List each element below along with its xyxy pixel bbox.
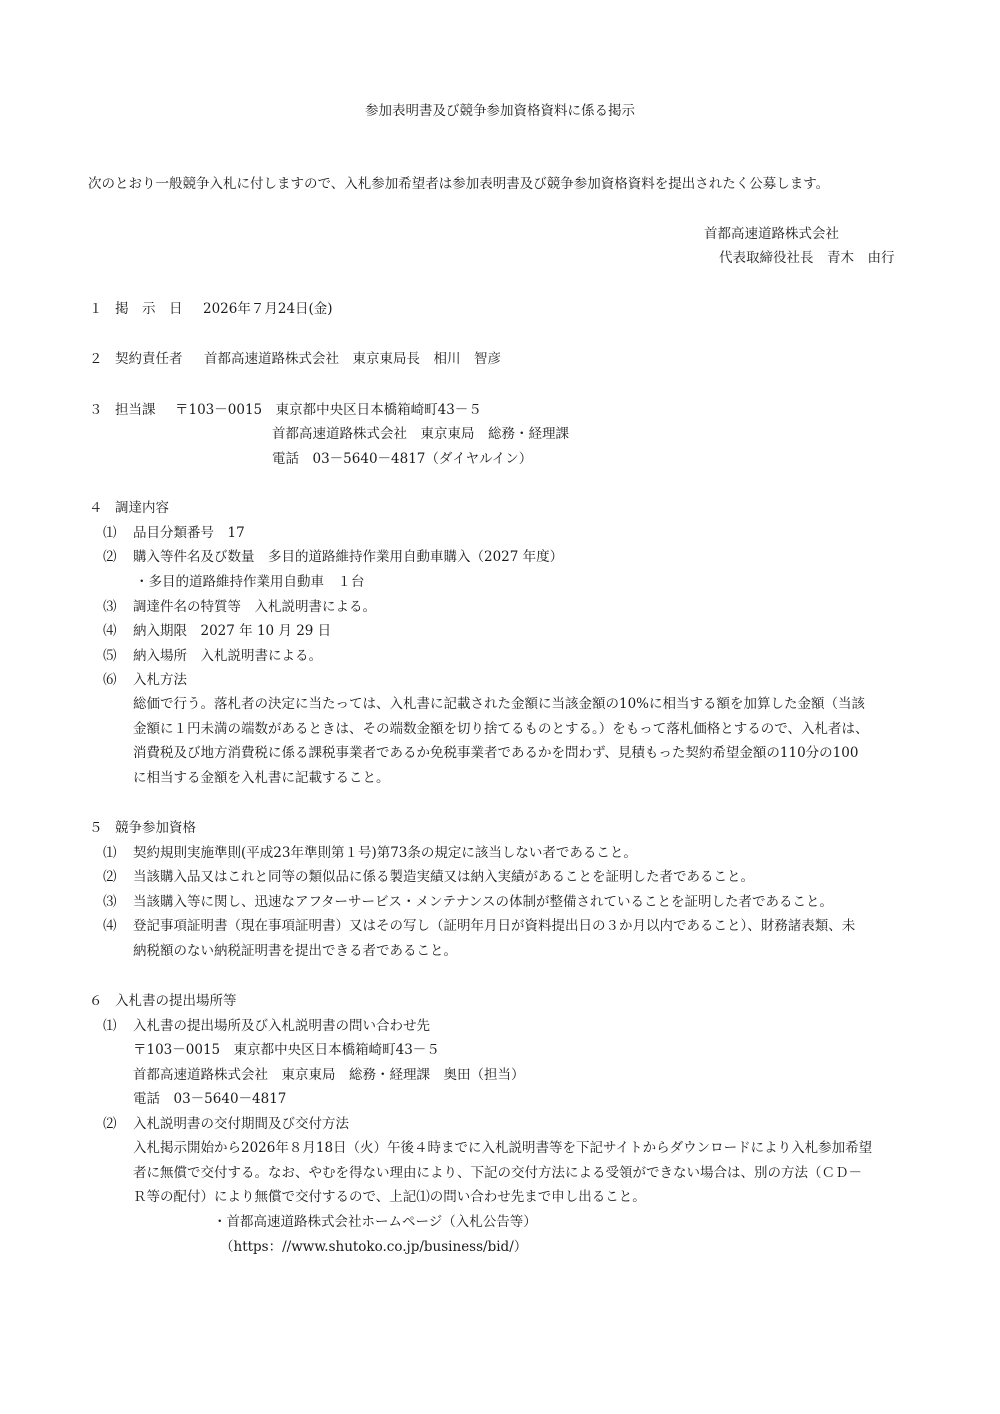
section-3-phone: 電話 03－5640－4817（ダイヤルイン） — [272, 451, 533, 467]
item-4-4-mark: ⑷ — [103, 623, 117, 639]
item-5-2-text: 当該購入品又はこれと同等の類似品に係る製造実績又は納入実績があることを証明した者であること。 — [133, 869, 754, 885]
section-2-value: 首都高速道路株式会社 東京東局長 相川 智彦 — [204, 351, 501, 367]
section-1-number: １ — [89, 301, 103, 317]
item-4-3-mark: ⑶ — [103, 599, 117, 615]
item-6-1-phone: 電話 03－5640－4817 — [133, 1091, 287, 1107]
item-4-4-text: 納入期限 2027 年 10 月 29 日 — [133, 623, 332, 639]
item-4-6-text: 入札方法 — [133, 672, 187, 688]
item-6-2-mark: ⑵ — [103, 1116, 117, 1132]
section-2-number: ２ — [89, 351, 103, 367]
item-6-1-text: 入札書の提出場所及び入札説明書の問い合わせ先 — [133, 1018, 430, 1034]
item-5-2-mark: ⑵ — [103, 869, 117, 885]
section-1-label: 掲 示 日 — [115, 301, 183, 317]
item-4-2-mark: ⑵ — [103, 549, 117, 565]
item-5-4-cont: 納税額のない納税証明書を提出できる者であること。 — [133, 943, 457, 959]
intro-text: 次のとおり一般競争入札に付しますので、入札参加希望者は参加表明書及び競争参加資格資料を提出されたく公募します。 — [88, 176, 830, 192]
item-6-2-line-1: 入札掲示開始から2026年８月18日（火）午後４時までに入札説明書等を下記サイトからダウンロードにより入札参加希望 — [133, 1140, 873, 1156]
section-6-number: ６ — [89, 993, 103, 1009]
item-6-1-mark: ⑴ — [103, 1018, 117, 1034]
section-3-department: 首都高速道路株式会社 東京東局 総務・経理課 — [272, 426, 569, 442]
item-5-1-text: 契約規則実施準則(平成23年準則第１号)第73条の規定に該当しない者であること。 — [133, 845, 637, 861]
item-4-2-sub: ・多目的道路維持作業用自動車 １台 — [135, 574, 365, 590]
section-5-number: ５ — [89, 820, 103, 836]
section-4-number: ４ — [89, 500, 103, 516]
method-line-1: 総価で行う。落札者の決定に当たっては、入札書に記載された金額に当該金額の10%に相当する額を加算した金額（当該 — [133, 696, 866, 712]
page-title: 参加表明書及び競争参加資格資料に係る掲示 — [365, 103, 635, 119]
section-4-heading: 調達内容 — [115, 500, 169, 516]
section-6-heading: 入札書の提出場所等 — [115, 993, 237, 1009]
item-4-5-mark: ⑸ — [103, 648, 117, 664]
section-3-address: 〒103－0015 東京都中央区日本橋箱崎町43－５ — [175, 402, 482, 418]
item-5-4-text: 登記事項証明書（現在事項証明書）又はその写し（証明年月日が資料提出日の３か月以内であること）、財務諸表類、未 — [133, 918, 856, 934]
issuer-company: 首都高速道路株式会社 — [704, 226, 839, 242]
item-5-3-mark: ⑶ — [103, 894, 117, 910]
item-4-5-text: 納入場所 入札説明書による。 — [133, 648, 322, 664]
item-6-2-line-2: 者に無償で交付する。なお、やむを得ない理由により、下記の交付方法による受領ができない場合は、別の方法（ＣＤ－ — [133, 1165, 862, 1181]
item-5-3-text: 当該購入等に関し、迅速なアフターサービス・メンテナンスの体制が整備されていることを証明した者であること。 — [133, 894, 833, 910]
section-5-heading: 競争参加資格 — [115, 820, 196, 836]
item-6-2-line-3: Ｒ等の配付）により無償で交付するので、上記⑴の問い合わせ先まで申し出ること。 — [133, 1189, 646, 1205]
section-3-label: 担当課 — [115, 402, 156, 418]
item-4-1-text: 品目分類番号 17 — [133, 525, 245, 541]
item-4-1-mark: ⑴ — [103, 525, 117, 541]
item-6-2-text: 入札説明書の交付期間及び交付方法 — [133, 1116, 349, 1132]
section-2-label: 契約責任者 — [115, 351, 183, 367]
section-3-number: ３ — [89, 402, 103, 418]
method-line-2: 金額に１円未満の端数があるときは、その端数金額を切り捨てるものとする。）をもって落札価格とするので、入札者は、 — [133, 721, 869, 737]
item-5-1-mark: ⑴ — [103, 845, 117, 861]
section-1-value: 2026年７月24日(金) — [203, 301, 333, 317]
method-line-4: に相当する金額を入札書に記載すること。 — [133, 770, 390, 786]
site-name: ・首都高速道路株式会社ホームページ（入札公告等） — [213, 1214, 537, 1230]
item-5-4-mark: ⑷ — [103, 918, 117, 934]
item-4-2-text: 購入等件名及び数量 多目的道路維持作業用自動車購入（2027 年度） — [133, 549, 564, 565]
item-6-1-address: 〒103－0015 東京都中央区日本橋箱崎町43－５ — [133, 1042, 440, 1058]
site-url-link[interactable]: （https：//www.shutoko.co.jp/business/bid/） — [220, 1239, 528, 1255]
item-6-1-department: 首都高速道路株式会社 東京東局 総務・経理課 奥田（担当） — [133, 1067, 525, 1083]
issuer-representative: 代表取締役社長 青木 由行 — [719, 250, 895, 266]
item-4-3-text: 調達件名の特質等 入札説明書による。 — [133, 599, 376, 615]
method-line-3: 消費税及び地方消費税に係る課税事業者であるか免税事業者であるかを問わず、見積もった契約希望金額の110分の100 — [133, 745, 859, 761]
item-4-6-mark: ⑹ — [103, 672, 117, 688]
